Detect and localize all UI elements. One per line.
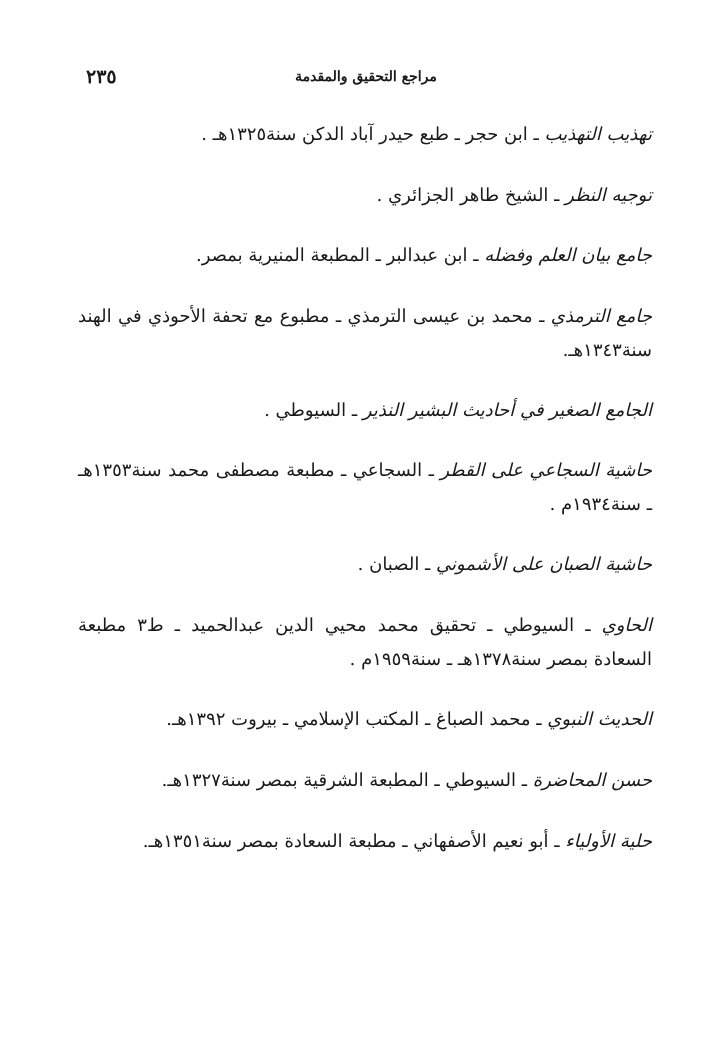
bibliography-entry — [78, 764, 652, 798]
work-title: حاشية الصبان على الأشموني — [436, 554, 652, 575]
work-title: جامع بيان العلم وفضله — [484, 245, 652, 266]
bibliography-entry — [78, 703, 652, 737]
entry-details: ـ السيوطي . — [264, 400, 363, 421]
entry-details: ـ ابن حجر ـ طبع حيدر آباد الدكن سنة١٣٢٥هـ . — [201, 124, 545, 145]
entry-details: ـ السيوطي ـ المطبعة الشرقية بمصر سنة١٣٢٧هـ. — [161, 770, 533, 791]
bibliography-entry — [78, 548, 652, 582]
work-title: تهذيب التهذيب — [544, 124, 652, 145]
entry-details: ـ محمد الصباغ ـ المكتب الإسلامي ـ بيروت ١٣٩٢هـ. — [166, 709, 548, 730]
entry-details: ـ محمد بن عيسى الترمذي ـ مطبوع مع تحفة الأحوذي في الهند سنة١٣٤٣هـ. — [78, 306, 652, 361]
entry-details: ـ السجاعي ـ مطبعة مصطفى محمد سنة١٣٥٣هـ ـ سنة١٩٣٤م . — [78, 460, 652, 515]
work-title: جامع الترمذي — [550, 306, 652, 327]
work-title: حلية الأولياء — [565, 831, 652, 852]
entry-details: ـ ابن عبدالبر ـ المطبعة المنيرية بمصر. — [196, 245, 485, 266]
bibliography-entry — [78, 825, 652, 859]
entry-details: ـ أبو نعيم الأصفهاني ـ مطبعة السعادة بمصر سنة١٣٥١هـ. — [142, 831, 566, 852]
bibliography-list — [78, 118, 652, 859]
entry-details: ـ الشيخ طاهر الجزائري . — [376, 185, 566, 206]
work-title: الحديث النبوي — [547, 709, 652, 730]
bibliography-entry — [78, 394, 652, 428]
bibliography-entry — [78, 118, 652, 152]
work-title: الجامع الصغير في أحاديث البشير النذير — [362, 400, 652, 421]
entry-details: ـ السيوطي ـ تحقيق محمد محيي الدين عبدالحميد ـ ط٣ مطبعة السعادة بمصر سنة١٣٧٨هـ ـ سنة١٩٥٩م . — [78, 615, 652, 670]
entry-details: ـ الصبان . — [357, 554, 437, 575]
page-number: ٢٣٥ — [86, 66, 117, 88]
work-title: حاشية السجاعي على القطر — [440, 460, 652, 481]
bibliography-entry — [78, 609, 652, 677]
bibliography-entry — [78, 300, 652, 368]
bibliography-entry — [78, 239, 652, 273]
work-title: حسن المحاضرة — [532, 770, 652, 791]
page-header — [80, 66, 652, 92]
bibliography-entry — [78, 179, 652, 213]
work-title: توجيه النظر — [565, 185, 652, 206]
work-title: الحاوي — [601, 615, 652, 636]
bibliography-entry — [78, 454, 652, 522]
running-title: مراجع التحقيق والمقدمة — [295, 69, 437, 85]
